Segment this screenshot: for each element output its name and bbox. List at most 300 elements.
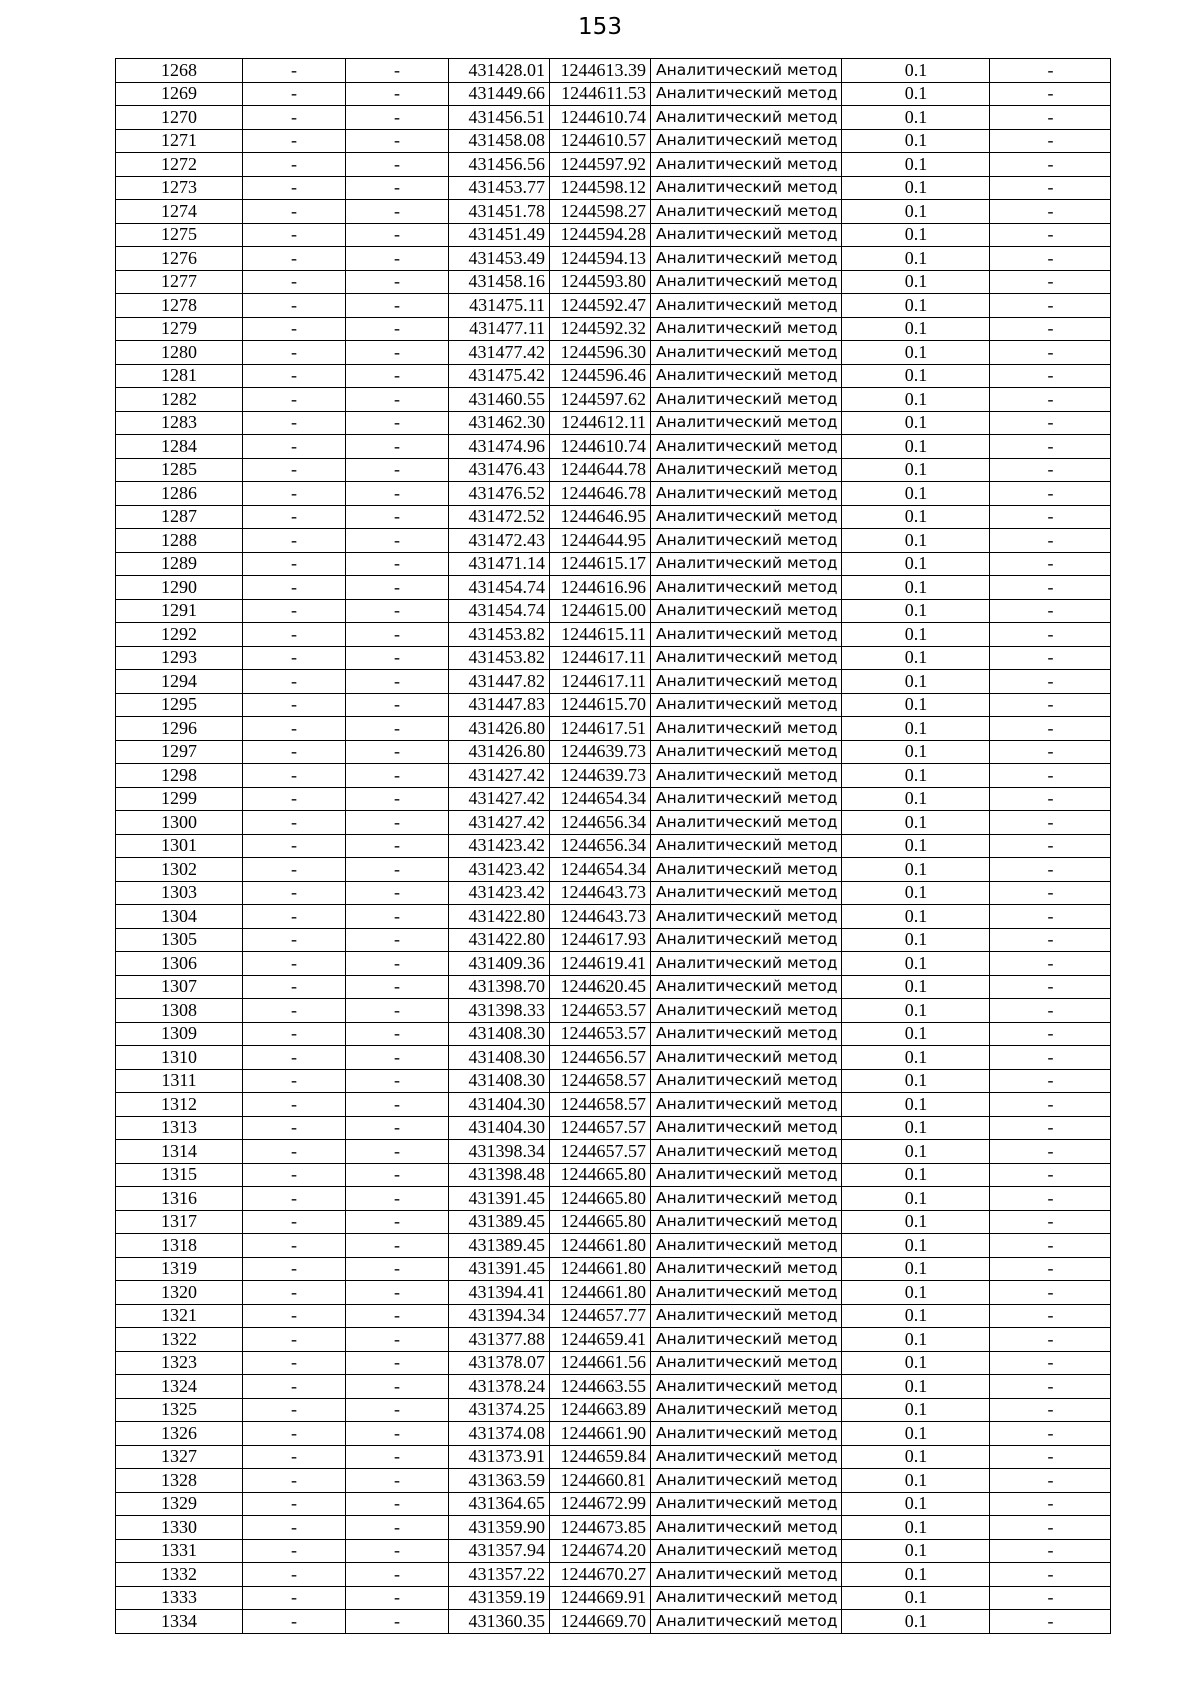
accuracy-cell: 0.1: [842, 435, 990, 459]
accuracy-cell: 0.1: [842, 1281, 990, 1305]
point-number-cell: 1311: [116, 1069, 243, 1093]
point-number-cell: 1282: [116, 388, 243, 412]
empty-cell-a: -: [243, 858, 346, 882]
y-coordinate-cell: 1244613.39: [550, 59, 651, 83]
empty-cell-a: -: [243, 811, 346, 835]
point-number-cell: 1309: [116, 1022, 243, 1046]
description-cell: -: [990, 1469, 1111, 1493]
table-body: [116, 59, 1111, 1634]
accuracy-cell: 0.1: [842, 129, 990, 153]
x-coordinate-cell: 431423.42: [449, 881, 550, 905]
description-cell: -: [990, 905, 1111, 929]
table-row: [116, 999, 1111, 1023]
empty-cell-b: -: [346, 411, 449, 435]
description-cell: -: [990, 223, 1111, 247]
y-coordinate-cell: 1244597.62: [550, 388, 651, 412]
method-cell: Аналитический метод: [651, 740, 842, 764]
x-coordinate-cell: 431428.01: [449, 59, 550, 83]
empty-cell-b: -: [346, 858, 449, 882]
table-row: [116, 59, 1111, 83]
table-row: [116, 1069, 1111, 1093]
table-row: [116, 952, 1111, 976]
x-coordinate-cell: 431404.30: [449, 1116, 550, 1140]
empty-cell-a: -: [243, 59, 346, 83]
empty-cell-b: -: [346, 106, 449, 130]
description-cell: -: [990, 1210, 1111, 1234]
accuracy-cell: 0.1: [842, 1163, 990, 1187]
point-number-cell: 1321: [116, 1304, 243, 1328]
empty-cell-b: -: [346, 317, 449, 341]
y-coordinate-cell: 1244594.28: [550, 223, 651, 247]
method-cell: Аналитический метод: [651, 1516, 842, 1540]
y-coordinate-cell: 1244674.20: [550, 1539, 651, 1563]
accuracy-cell: 0.1: [842, 1328, 990, 1352]
coordinates-table: [115, 58, 1111, 1634]
point-number-cell: 1328: [116, 1469, 243, 1493]
description-cell: -: [990, 482, 1111, 506]
empty-cell-b: -: [346, 529, 449, 553]
empty-cell-a: -: [243, 740, 346, 764]
empty-cell-a: -: [243, 458, 346, 482]
empty-cell-b: -: [346, 1586, 449, 1610]
y-coordinate-cell: 1244670.27: [550, 1563, 651, 1587]
description-cell: -: [990, 811, 1111, 835]
point-number-cell: 1301: [116, 834, 243, 858]
empty-cell-b: -: [346, 1022, 449, 1046]
point-number-cell: 1334: [116, 1610, 243, 1634]
table-row: [116, 1163, 1111, 1187]
empty-cell-a: -: [243, 364, 346, 388]
table-row: [116, 176, 1111, 200]
empty-cell-b: -: [346, 599, 449, 623]
y-coordinate-cell: 1244661.80: [550, 1281, 651, 1305]
accuracy-cell: 0.1: [842, 787, 990, 811]
method-cell: Аналитический метод: [651, 129, 842, 153]
point-number-cell: 1306: [116, 952, 243, 976]
empty-cell-a: -: [243, 1046, 346, 1070]
y-coordinate-cell: 1244596.46: [550, 364, 651, 388]
table-row: [116, 411, 1111, 435]
table-row: [116, 458, 1111, 482]
y-coordinate-cell: 1244612.11: [550, 411, 651, 435]
y-coordinate-cell: 1244617.11: [550, 670, 651, 694]
method-cell: Аналитический метод: [651, 270, 842, 294]
point-number-cell: 1300: [116, 811, 243, 835]
table-row: [116, 1093, 1111, 1117]
method-cell: Аналитический метод: [651, 247, 842, 271]
accuracy-cell: 0.1: [842, 1351, 990, 1375]
point-number-cell: 1296: [116, 717, 243, 741]
table-row: [116, 1422, 1111, 1446]
accuracy-cell: 0.1: [842, 317, 990, 341]
empty-cell-b: -: [346, 1398, 449, 1422]
x-coordinate-cell: 431472.43: [449, 529, 550, 553]
point-number-cell: 1315: [116, 1163, 243, 1187]
empty-cell-a: -: [243, 576, 346, 600]
table-row: [116, 1398, 1111, 1422]
description-cell: -: [990, 1093, 1111, 1117]
method-cell: Аналитический метод: [651, 1257, 842, 1281]
y-coordinate-cell: 1244661.56: [550, 1351, 651, 1375]
point-number-cell: 1292: [116, 623, 243, 647]
empty-cell-b: -: [346, 1492, 449, 1516]
empty-cell-b: -: [346, 1328, 449, 1352]
method-cell: Аналитический метод: [651, 646, 842, 670]
empty-cell-a: -: [243, 1398, 346, 1422]
empty-cell-b: -: [346, 1163, 449, 1187]
accuracy-cell: 0.1: [842, 270, 990, 294]
empty-cell-a: -: [243, 552, 346, 576]
description-cell: -: [990, 364, 1111, 388]
x-coordinate-cell: 431454.74: [449, 599, 550, 623]
x-coordinate-cell: 431408.30: [449, 1069, 550, 1093]
x-coordinate-cell: 431423.42: [449, 858, 550, 882]
empty-cell-b: -: [346, 482, 449, 506]
description-cell: -: [990, 952, 1111, 976]
empty-cell-b: -: [346, 881, 449, 905]
empty-cell-b: -: [346, 1516, 449, 1540]
method-cell: Аналитический метод: [651, 599, 842, 623]
description-cell: -: [990, 1610, 1111, 1634]
empty-cell-a: -: [243, 881, 346, 905]
empty-cell-a: -: [243, 975, 346, 999]
point-number-cell: 1284: [116, 435, 243, 459]
empty-cell-b: -: [346, 928, 449, 952]
empty-cell-b: -: [346, 200, 449, 224]
accuracy-cell: 0.1: [842, 1398, 990, 1422]
point-number-cell: 1325: [116, 1398, 243, 1422]
x-coordinate-cell: 431408.30: [449, 1046, 550, 1070]
y-coordinate-cell: 1244639.73: [550, 740, 651, 764]
description-cell: -: [990, 388, 1111, 412]
y-coordinate-cell: 1244657.57: [550, 1116, 651, 1140]
x-coordinate-cell: 431378.24: [449, 1375, 550, 1399]
table-row: [116, 1610, 1111, 1634]
empty-cell-b: -: [346, 811, 449, 835]
empty-cell-a: -: [243, 1140, 346, 1164]
x-coordinate-cell: 431471.14: [449, 552, 550, 576]
description-cell: -: [990, 200, 1111, 224]
accuracy-cell: 0.1: [842, 82, 990, 106]
y-coordinate-cell: 1244646.78: [550, 482, 651, 506]
x-coordinate-cell: 431391.45: [449, 1187, 550, 1211]
table-row: [116, 646, 1111, 670]
empty-cell-a: -: [243, 999, 346, 1023]
accuracy-cell: 0.1: [842, 341, 990, 365]
method-cell: Аналитический метод: [651, 1210, 842, 1234]
empty-cell-a: -: [243, 505, 346, 529]
description-cell: -: [990, 740, 1111, 764]
empty-cell-a: -: [243, 1022, 346, 1046]
empty-cell-a: -: [243, 646, 346, 670]
x-coordinate-cell: 431408.30: [449, 1022, 550, 1046]
empty-cell-a: -: [243, 1069, 346, 1093]
accuracy-cell: 0.1: [842, 1469, 990, 1493]
description-cell: -: [990, 1281, 1111, 1305]
x-coordinate-cell: 431394.41: [449, 1281, 550, 1305]
method-cell: Аналитический метод: [651, 529, 842, 553]
method-cell: Аналитический метод: [651, 1586, 842, 1610]
empty-cell-b: -: [346, 975, 449, 999]
accuracy-cell: 0.1: [842, 717, 990, 741]
accuracy-cell: 0.1: [842, 599, 990, 623]
x-coordinate-cell: 431462.30: [449, 411, 550, 435]
table-row: [116, 975, 1111, 999]
point-number-cell: 1280: [116, 341, 243, 365]
point-number-cell: 1275: [116, 223, 243, 247]
point-number-cell: 1316: [116, 1187, 243, 1211]
table-row: [116, 294, 1111, 318]
x-coordinate-cell: 431449.66: [449, 82, 550, 106]
point-number-cell: 1269: [116, 82, 243, 106]
table-row: [116, 599, 1111, 623]
empty-cell-b: -: [346, 787, 449, 811]
empty-cell-a: -: [243, 834, 346, 858]
method-cell: Аналитический метод: [651, 693, 842, 717]
method-cell: Аналитический метод: [651, 1281, 842, 1305]
accuracy-cell: 0.1: [842, 1492, 990, 1516]
method-cell: Аналитический метод: [651, 364, 842, 388]
x-coordinate-cell: 431476.43: [449, 458, 550, 482]
point-number-cell: 1278: [116, 294, 243, 318]
method-cell: Аналитический метод: [651, 1539, 842, 1563]
empty-cell-b: -: [346, 1304, 449, 1328]
method-cell: Аналитический метод: [651, 552, 842, 576]
accuracy-cell: 0.1: [842, 1093, 990, 1117]
accuracy-cell: 0.1: [842, 223, 990, 247]
table-row: [116, 1469, 1111, 1493]
accuracy-cell: 0.1: [842, 1610, 990, 1634]
accuracy-cell: 0.1: [842, 999, 990, 1023]
point-number-cell: 1313: [116, 1116, 243, 1140]
description-cell: -: [990, 59, 1111, 83]
accuracy-cell: 0.1: [842, 1445, 990, 1469]
y-coordinate-cell: 1244672.99: [550, 1492, 651, 1516]
accuracy-cell: 0.1: [842, 505, 990, 529]
description-cell: -: [990, 1257, 1111, 1281]
accuracy-cell: 0.1: [842, 764, 990, 788]
accuracy-cell: 0.1: [842, 1210, 990, 1234]
accuracy-cell: 0.1: [842, 1046, 990, 1070]
description-cell: -: [990, 435, 1111, 459]
accuracy-cell: 0.1: [842, 1586, 990, 1610]
method-cell: Аналитический метод: [651, 176, 842, 200]
description-cell: -: [990, 1398, 1111, 1422]
x-coordinate-cell: 431364.65: [449, 1492, 550, 1516]
y-coordinate-cell: 1244615.11: [550, 623, 651, 647]
empty-cell-a: -: [243, 1492, 346, 1516]
description-cell: -: [990, 693, 1111, 717]
point-number-cell: 1290: [116, 576, 243, 600]
accuracy-cell: 0.1: [842, 200, 990, 224]
x-coordinate-cell: 431378.07: [449, 1351, 550, 1375]
y-coordinate-cell: 1244644.95: [550, 529, 651, 553]
x-coordinate-cell: 431373.91: [449, 1445, 550, 1469]
empty-cell-a: -: [243, 200, 346, 224]
method-cell: Аналитический метод: [651, 1234, 842, 1258]
empty-cell-b: -: [346, 223, 449, 247]
x-coordinate-cell: 431426.80: [449, 740, 550, 764]
empty-cell-b: -: [346, 435, 449, 459]
method-cell: Аналитический метод: [651, 999, 842, 1023]
table-row: [116, 129, 1111, 153]
point-number-cell: 1307: [116, 975, 243, 999]
y-coordinate-cell: 1244657.77: [550, 1304, 651, 1328]
method-cell: Аналитический метод: [651, 1069, 842, 1093]
empty-cell-b: -: [346, 1140, 449, 1164]
empty-cell-a: -: [243, 1328, 346, 1352]
empty-cell-b: -: [346, 834, 449, 858]
empty-cell-a: -: [243, 176, 346, 200]
y-coordinate-cell: 1244610.57: [550, 129, 651, 153]
x-coordinate-cell: 431475.42: [449, 364, 550, 388]
empty-cell-b: -: [346, 1375, 449, 1399]
x-coordinate-cell: 431423.42: [449, 834, 550, 858]
accuracy-cell: 0.1: [842, 1516, 990, 1540]
empty-cell-b: -: [346, 999, 449, 1023]
x-coordinate-cell: 431422.80: [449, 928, 550, 952]
empty-cell-a: -: [243, 1516, 346, 1540]
empty-cell-b: -: [346, 82, 449, 106]
method-cell: Аналитический метод: [651, 1304, 842, 1328]
empty-cell-b: -: [346, 1093, 449, 1117]
method-cell: Аналитический метод: [651, 1140, 842, 1164]
y-coordinate-cell: 1244659.41: [550, 1328, 651, 1352]
empty-cell-a: -: [243, 435, 346, 459]
x-coordinate-cell: 431363.59: [449, 1469, 550, 1493]
point-number-cell: 1323: [116, 1351, 243, 1375]
description-cell: -: [990, 928, 1111, 952]
empty-cell-b: -: [346, 458, 449, 482]
empty-cell-b: -: [346, 1563, 449, 1587]
table-row: [116, 106, 1111, 130]
empty-cell-a: -: [243, 223, 346, 247]
x-coordinate-cell: 431474.96: [449, 435, 550, 459]
method-cell: Аналитический метод: [651, 670, 842, 694]
accuracy-cell: 0.1: [842, 411, 990, 435]
empty-cell-a: -: [243, 670, 346, 694]
point-number-cell: 1276: [116, 247, 243, 271]
empty-cell-b: -: [346, 270, 449, 294]
empty-cell-b: -: [346, 1281, 449, 1305]
accuracy-cell: 0.1: [842, 1304, 990, 1328]
accuracy-cell: 0.1: [842, 552, 990, 576]
y-coordinate-cell: 1244615.00: [550, 599, 651, 623]
table-row: [116, 1022, 1111, 1046]
description-cell: -: [990, 1539, 1111, 1563]
table-row: [116, 223, 1111, 247]
description-cell: -: [990, 552, 1111, 576]
empty-cell-b: -: [346, 717, 449, 741]
method-cell: Аналитический метод: [651, 458, 842, 482]
method-cell: Аналитический метод: [651, 1445, 842, 1469]
empty-cell-b: -: [346, 1187, 449, 1211]
accuracy-cell: 0.1: [842, 106, 990, 130]
point-number-cell: 1304: [116, 905, 243, 929]
empty-cell-a: -: [243, 1093, 346, 1117]
x-coordinate-cell: 431398.70: [449, 975, 550, 999]
point-number-cell: 1332: [116, 1563, 243, 1587]
y-coordinate-cell: 1244592.47: [550, 294, 651, 318]
description-cell: -: [990, 1069, 1111, 1093]
y-coordinate-cell: 1244592.32: [550, 317, 651, 341]
table-row: [116, 834, 1111, 858]
method-cell: Аналитический метод: [651, 1116, 842, 1140]
y-coordinate-cell: 1244665.80: [550, 1210, 651, 1234]
table-row: [116, 693, 1111, 717]
x-coordinate-cell: 431453.77: [449, 176, 550, 200]
accuracy-cell: 0.1: [842, 1422, 990, 1446]
empty-cell-a: -: [243, 247, 346, 271]
table-row: [116, 1140, 1111, 1164]
y-coordinate-cell: 1244658.57: [550, 1069, 651, 1093]
x-coordinate-cell: 431456.51: [449, 106, 550, 130]
y-coordinate-cell: 1244656.57: [550, 1046, 651, 1070]
table-row: [116, 1328, 1111, 1352]
table-row: [116, 505, 1111, 529]
empty-cell-a: -: [243, 82, 346, 106]
accuracy-cell: 0.1: [842, 1069, 990, 1093]
method-cell: Аналитический метод: [651, 1610, 842, 1634]
table-row: [116, 1281, 1111, 1305]
point-number-cell: 1289: [116, 552, 243, 576]
y-coordinate-cell: 1244669.70: [550, 1610, 651, 1634]
description-cell: -: [990, 717, 1111, 741]
accuracy-cell: 0.1: [842, 1022, 990, 1046]
empty-cell-b: -: [346, 952, 449, 976]
y-coordinate-cell: 1244593.80: [550, 270, 651, 294]
table-row: [116, 529, 1111, 553]
x-coordinate-cell: 431472.52: [449, 505, 550, 529]
description-cell: -: [990, 1328, 1111, 1352]
empty-cell-a: -: [243, 153, 346, 177]
method-cell: Аналитический метод: [651, 811, 842, 835]
method-cell: Аналитический метод: [651, 881, 842, 905]
description-cell: -: [990, 1140, 1111, 1164]
table-row: [116, 200, 1111, 224]
x-coordinate-cell: 431359.90: [449, 1516, 550, 1540]
x-coordinate-cell: 431394.34: [449, 1304, 550, 1328]
method-cell: Аналитический метод: [651, 1163, 842, 1187]
accuracy-cell: 0.1: [842, 1563, 990, 1587]
method-cell: Аналитический метод: [651, 294, 842, 318]
x-coordinate-cell: 431475.11: [449, 294, 550, 318]
accuracy-cell: 0.1: [842, 928, 990, 952]
point-number-cell: 1288: [116, 529, 243, 553]
y-coordinate-cell: 1244654.34: [550, 858, 651, 882]
table-row: [116, 717, 1111, 741]
empty-cell-a: -: [243, 529, 346, 553]
point-number-cell: 1318: [116, 1234, 243, 1258]
point-number-cell: 1277: [116, 270, 243, 294]
description-cell: -: [990, 623, 1111, 647]
empty-cell-b: -: [346, 1445, 449, 1469]
point-number-cell: 1322: [116, 1328, 243, 1352]
empty-cell-a: -: [243, 599, 346, 623]
empty-cell-b: -: [346, 1069, 449, 1093]
description-cell: -: [990, 670, 1111, 694]
table-row: [116, 1516, 1111, 1540]
point-number-cell: 1293: [116, 646, 243, 670]
description-cell: -: [990, 317, 1111, 341]
point-number-cell: 1326: [116, 1422, 243, 1446]
empty-cell-b: -: [346, 905, 449, 929]
y-coordinate-cell: 1244661.80: [550, 1257, 651, 1281]
accuracy-cell: 0.1: [842, 693, 990, 717]
empty-cell-a: -: [243, 317, 346, 341]
point-number-cell: 1279: [116, 317, 243, 341]
point-number-cell: 1330: [116, 1516, 243, 1540]
